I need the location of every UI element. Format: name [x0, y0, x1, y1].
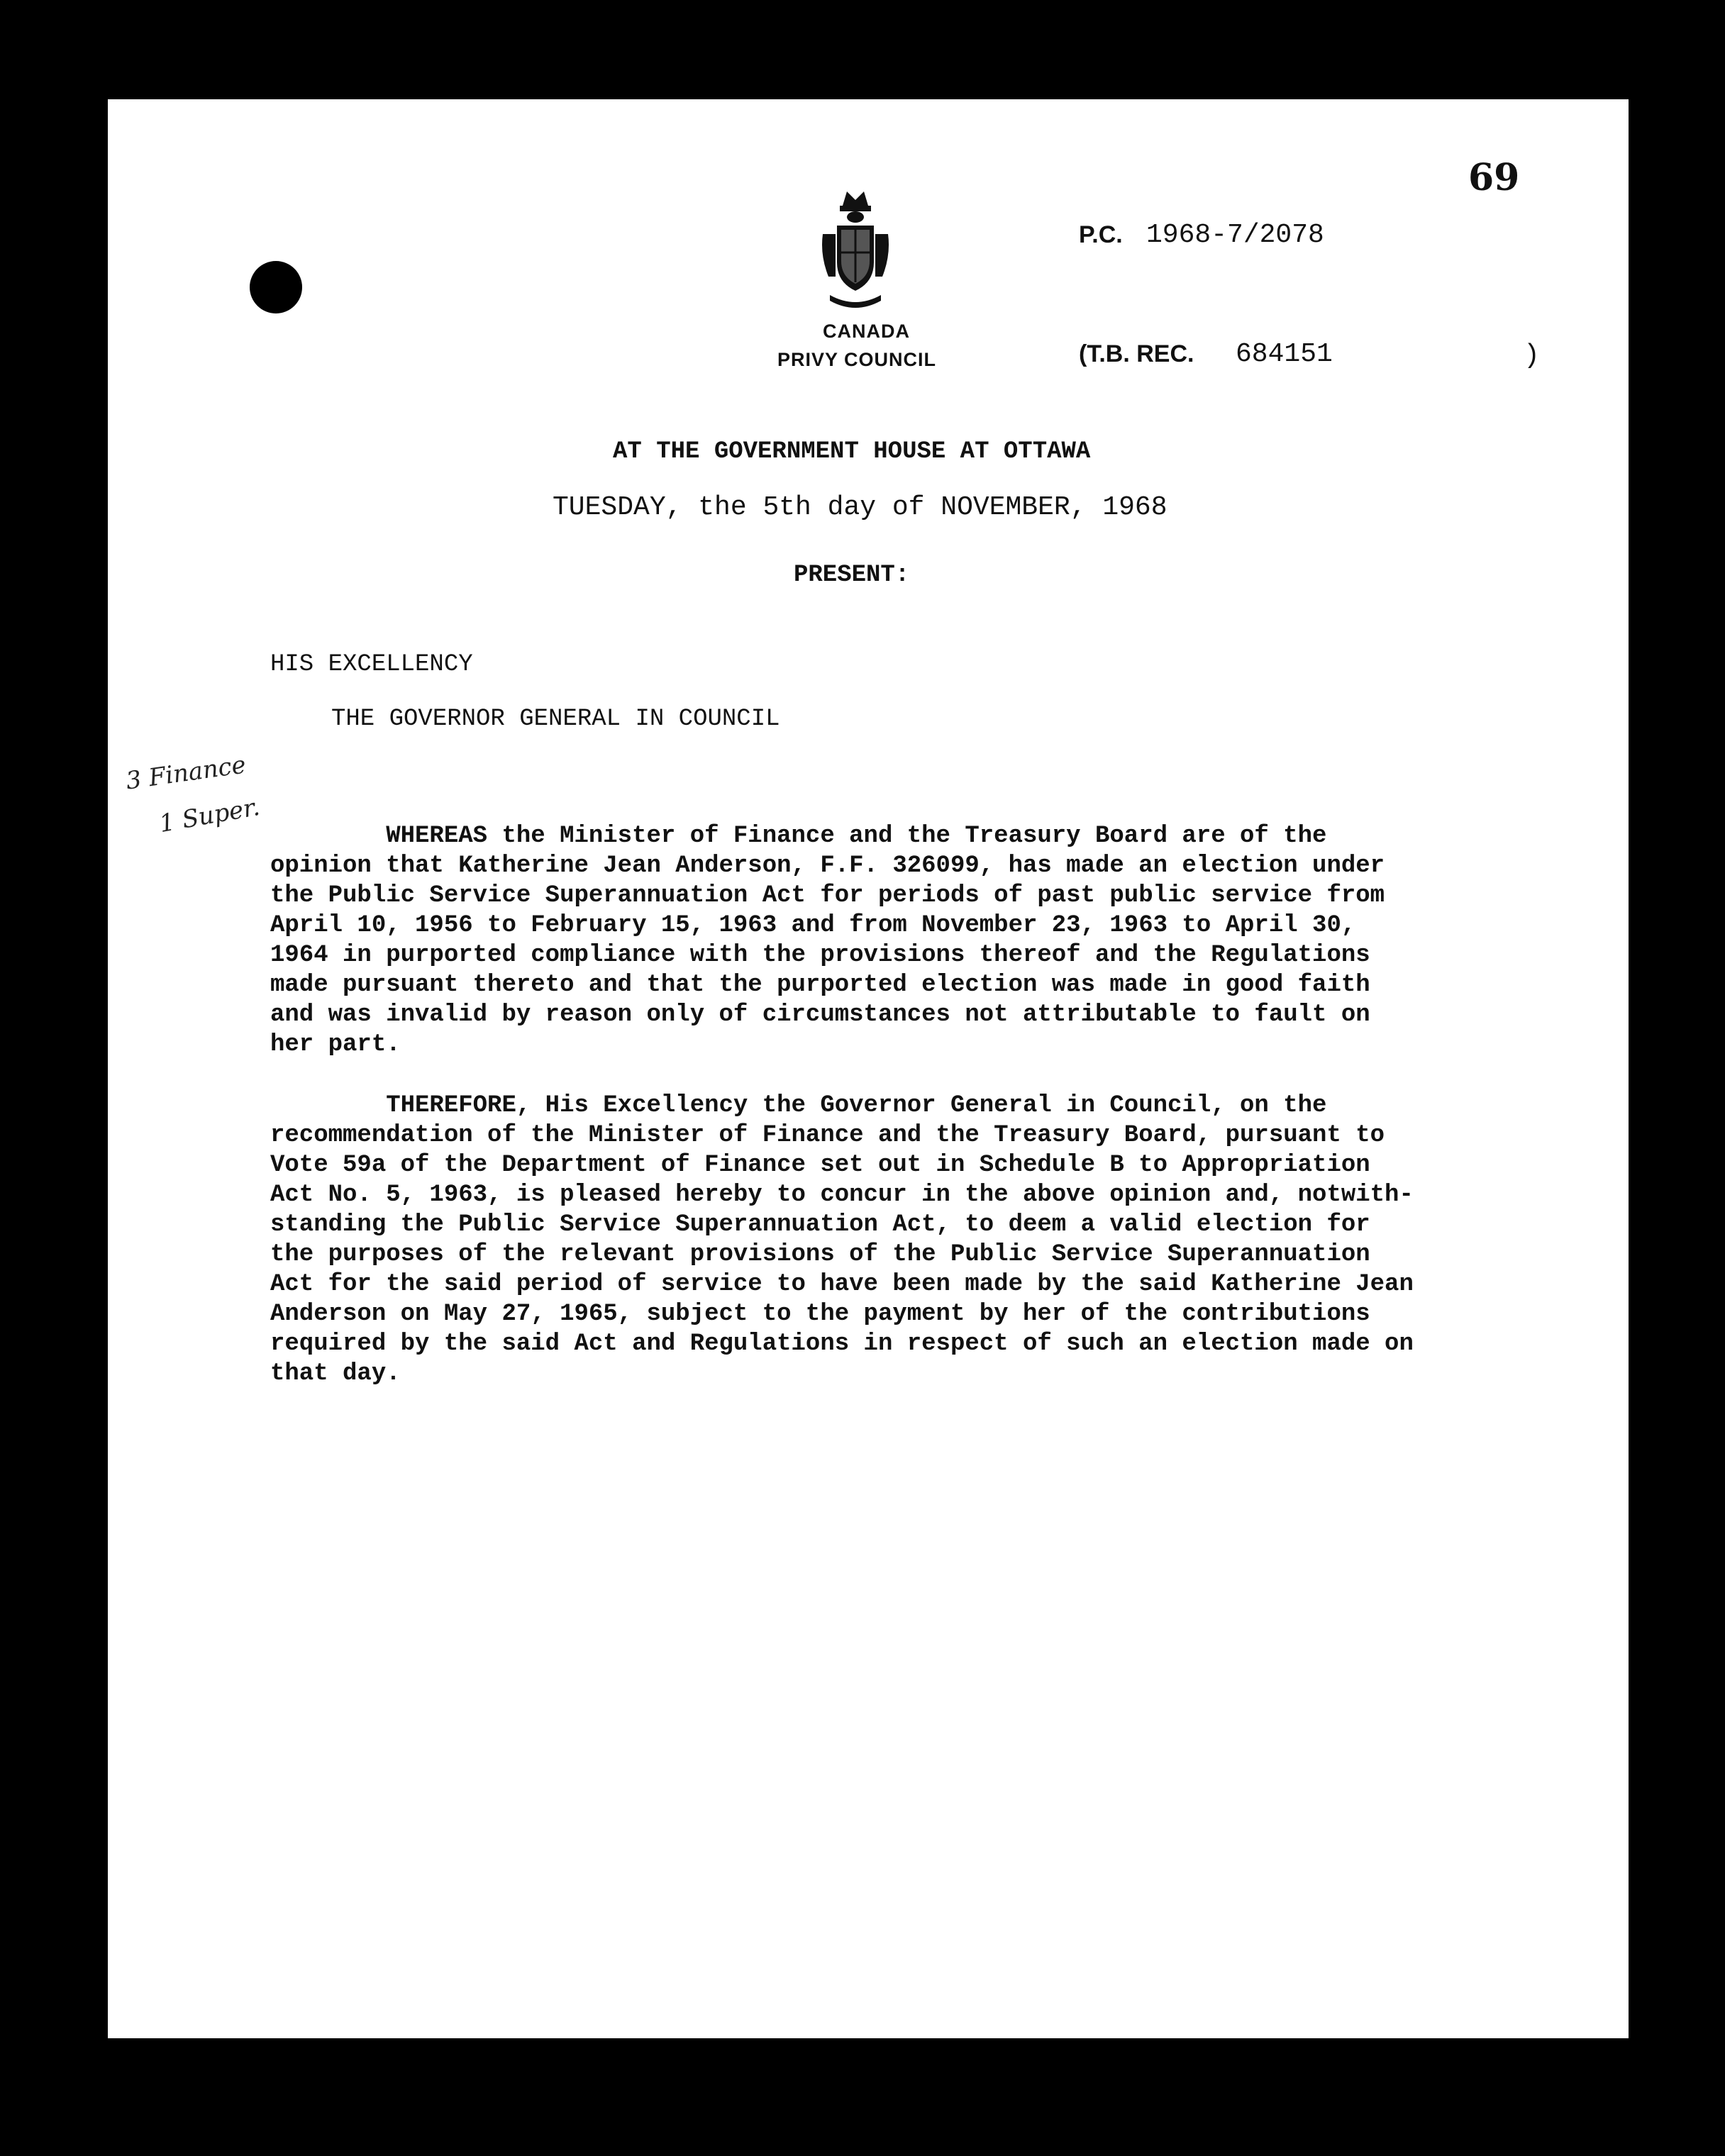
paragraph-line: Act for the said period of service to have been made by the said Katherine Jean: [270, 1271, 1414, 1298]
paragraph-line: April 10, 1956 to February 15, 1963 and from November 23, 1963 to April 30,: [270, 912, 1356, 939]
paragraph-line: Act No. 5, 1963, is pleased hereby to concur in the above opinion and, notwith-: [270, 1182, 1414, 1208]
paragraph-line: required by the said Act and Regulations in respect of such an election made on: [270, 1330, 1414, 1357]
date-heading: TUESDAY, the 5th day of NOVEMBER, 1968: [553, 492, 1167, 523]
pc-label: P.C.: [1079, 221, 1123, 248]
his-excellency-line: HIS EXCELLENCY: [270, 651, 473, 678]
paragraph-line: 1964 in purported compliance with the provisions thereof and the Regulations: [270, 942, 1370, 969]
privy-council-label: PRIVY COUNCIL: [777, 349, 937, 370]
country-label: CANADA: [823, 321, 910, 342]
tb-rec-label: (T.B. REC.: [1079, 340, 1194, 367]
paragraph-line: the purposes of the relevant provisions of the Public Service Superannuation: [270, 1241, 1370, 1268]
paragraph-line: Vote 59a of the Department of Finance set out in Schedule B to Appropriation: [270, 1152, 1370, 1179]
paragraph-line: the Public Service Superannuation Act for periods of past public service from: [270, 882, 1385, 909]
place-heading: AT THE GOVERNMENT HOUSE AT OTTAWA: [613, 438, 1091, 465]
paragraph-line: that day.: [270, 1360, 401, 1387]
paragraph-line: opinion that Katherine Jean Anderson, F.F. 326099, has made an election under: [270, 852, 1385, 879]
page-number: 69: [1468, 156, 1520, 199]
paragraph-line: her part.: [270, 1031, 401, 1058]
handwritten-note: 1 Super.: [157, 792, 262, 839]
present-heading: PRESENT:: [794, 562, 910, 589]
pc-number: 1968-7/2078: [1146, 220, 1324, 250]
paragraph-line: WHEREAS the Minister of Finance and the Treasury Board are of the: [270, 823, 1327, 850]
punch-hole: [250, 261, 302, 313]
paragraph-line: Anderson on May 27, 1965, subject to the payment by her of the contributions: [270, 1301, 1370, 1328]
paragraph-line: recommendation of the Minister of Finance and the Treasury Board, pursuant to: [270, 1122, 1385, 1149]
handwritten-note: 3 Finance: [124, 750, 248, 796]
document-page: [108, 99, 1629, 2038]
coat-of-arms-icon: [819, 184, 892, 309]
whereas-paragraph: [270, 821, 1618, 1060]
tb-rec-close-paren: ): [1524, 340, 1540, 371]
paragraph-line: THEREFORE, His Excellency the Governor General in Council, on the: [270, 1092, 1327, 1119]
paragraph-line: standing the Public Service Superannuation Act, to deem a valid election for: [270, 1211, 1370, 1238]
paragraph-line: made pursuant thereto and that the purported election was made in good faith: [270, 972, 1370, 999]
governor-general-line: THE GOVERNOR GENERAL IN COUNCIL: [331, 706, 780, 733]
therefore-paragraph: [270, 1091, 1618, 1389]
tb-rec-number: 684151: [1236, 339, 1333, 369]
paragraph-line: and was invalid by reason only of circumstances not attributable to fault on: [270, 1001, 1370, 1028]
